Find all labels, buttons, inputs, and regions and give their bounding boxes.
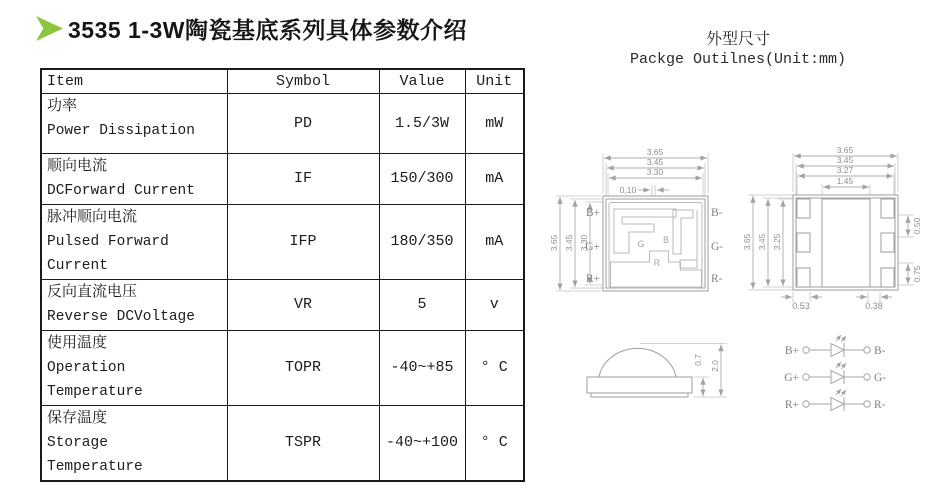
item-name-cn: 脉冲顺向电流 [47,208,138,226]
schematic-pin-label: B- [874,345,886,357]
item-name-cn: 顺向电流 [47,157,108,175]
unit-cell: ° C [465,330,524,405]
item-name-en: Operation Temperature [47,359,143,400]
lens-dome [599,348,676,377]
dim-label: 3.65 [836,145,854,155]
unit-cell: mA [465,153,524,204]
die-label-r: R [653,258,661,268]
item-name-en: Reverse DCVoltage [47,308,195,325]
dim-label: 3.65 [742,233,752,251]
item-name-cn: 反向直流电压 [47,283,138,301]
symbol-cell: IF [227,153,379,204]
value-cell: 150/300 [379,153,465,204]
dim-label: 1.45 [836,176,854,186]
dim-label: 3.27 [836,165,854,175]
symbol-cell: VR [227,279,379,330]
item-name-cn: 功率 [47,97,78,115]
dim-label: 3.65 [646,147,664,157]
schematic-row-r [785,389,886,411]
symbol-cell: TOPR [227,330,379,405]
page-title-text: 3535 1-3W陶瓷基底系列具体参数介绍 [68,17,468,43]
schematic-pin-label: B+ [784,345,799,357]
unit-cell: mA [465,204,524,279]
bottom-view-drawing [742,145,922,311]
item-name-en: Power Dissipation [47,122,195,139]
pin-label: R+ [585,273,600,285]
pin-label: G+ [585,241,600,253]
value-cell: 1.5/3W [379,93,465,153]
unit-cell: mW [465,93,524,153]
symbol-cell: TSPR [227,405,379,481]
dim-label: 3.45 [646,157,664,167]
side-view-drawing [587,344,727,398]
dim-label: 0.75 [912,265,922,283]
header-value: Value [379,69,465,93]
header-symbol: Symbol [227,69,379,93]
dim-label: 3.45 [836,155,854,165]
die-label-b: B [662,235,670,245]
unit-cell: ° C [465,405,524,481]
schematic-pin-label: R- [874,399,886,411]
value-cell: 180/350 [379,204,465,279]
dim-label: 0.50 [912,217,922,235]
die-label-g: G [637,239,645,249]
value-cell: -40~+85 [379,330,465,405]
value-cell: 5 [379,279,465,330]
value-cell: -40~+100 [379,405,465,481]
outline-title-cn: 外型尺寸 [705,31,770,49]
symbol-cell: PD [227,93,379,153]
pin-label: B+ [585,207,600,219]
dim-label: 0.7 [693,354,703,366]
dim-label: 3.65 [549,234,559,252]
pin-label: B- [711,207,723,219]
dim-label: 2.0 [710,360,720,372]
pin-label: G- [711,241,724,253]
schematic-row-g [784,362,886,384]
schematic-row-b [785,335,886,357]
top-view-drawing [549,147,723,291]
item-name-en: Storage Temperature [47,434,143,475]
dim-label: 0.53 [792,301,810,311]
led-schematic [784,335,886,411]
pin-label: R- [711,273,723,285]
item-name-en: Pulsed Forward Current [47,233,169,274]
dim-label: 3.30 [579,234,589,252]
item-name-cn: 保存温度 [47,409,108,427]
schematic-pin-label: G- [874,372,887,384]
unit-cell: v [465,279,524,330]
item-name-en: DCForward Current [47,182,195,199]
dim-label: 3.45 [757,233,767,251]
dim-label: 0.38 [865,301,883,311]
schematic-pin-label: R+ [784,399,799,411]
symbol-cell: IFP [227,204,379,279]
item-name-cn: 使用温度 [47,334,108,352]
dim-label: 3.30 [646,167,664,177]
dim-label: 0,10 [619,185,637,195]
schematic-pin-label: G+ [784,372,799,384]
dim-label: 3.25 [772,233,782,251]
header-item: Item [41,69,227,93]
dim-label: 3.45 [564,234,574,252]
header-unit: Unit [465,69,524,93]
outline-title-en: Packge Outilnes(Unit:mm) [629,51,847,68]
